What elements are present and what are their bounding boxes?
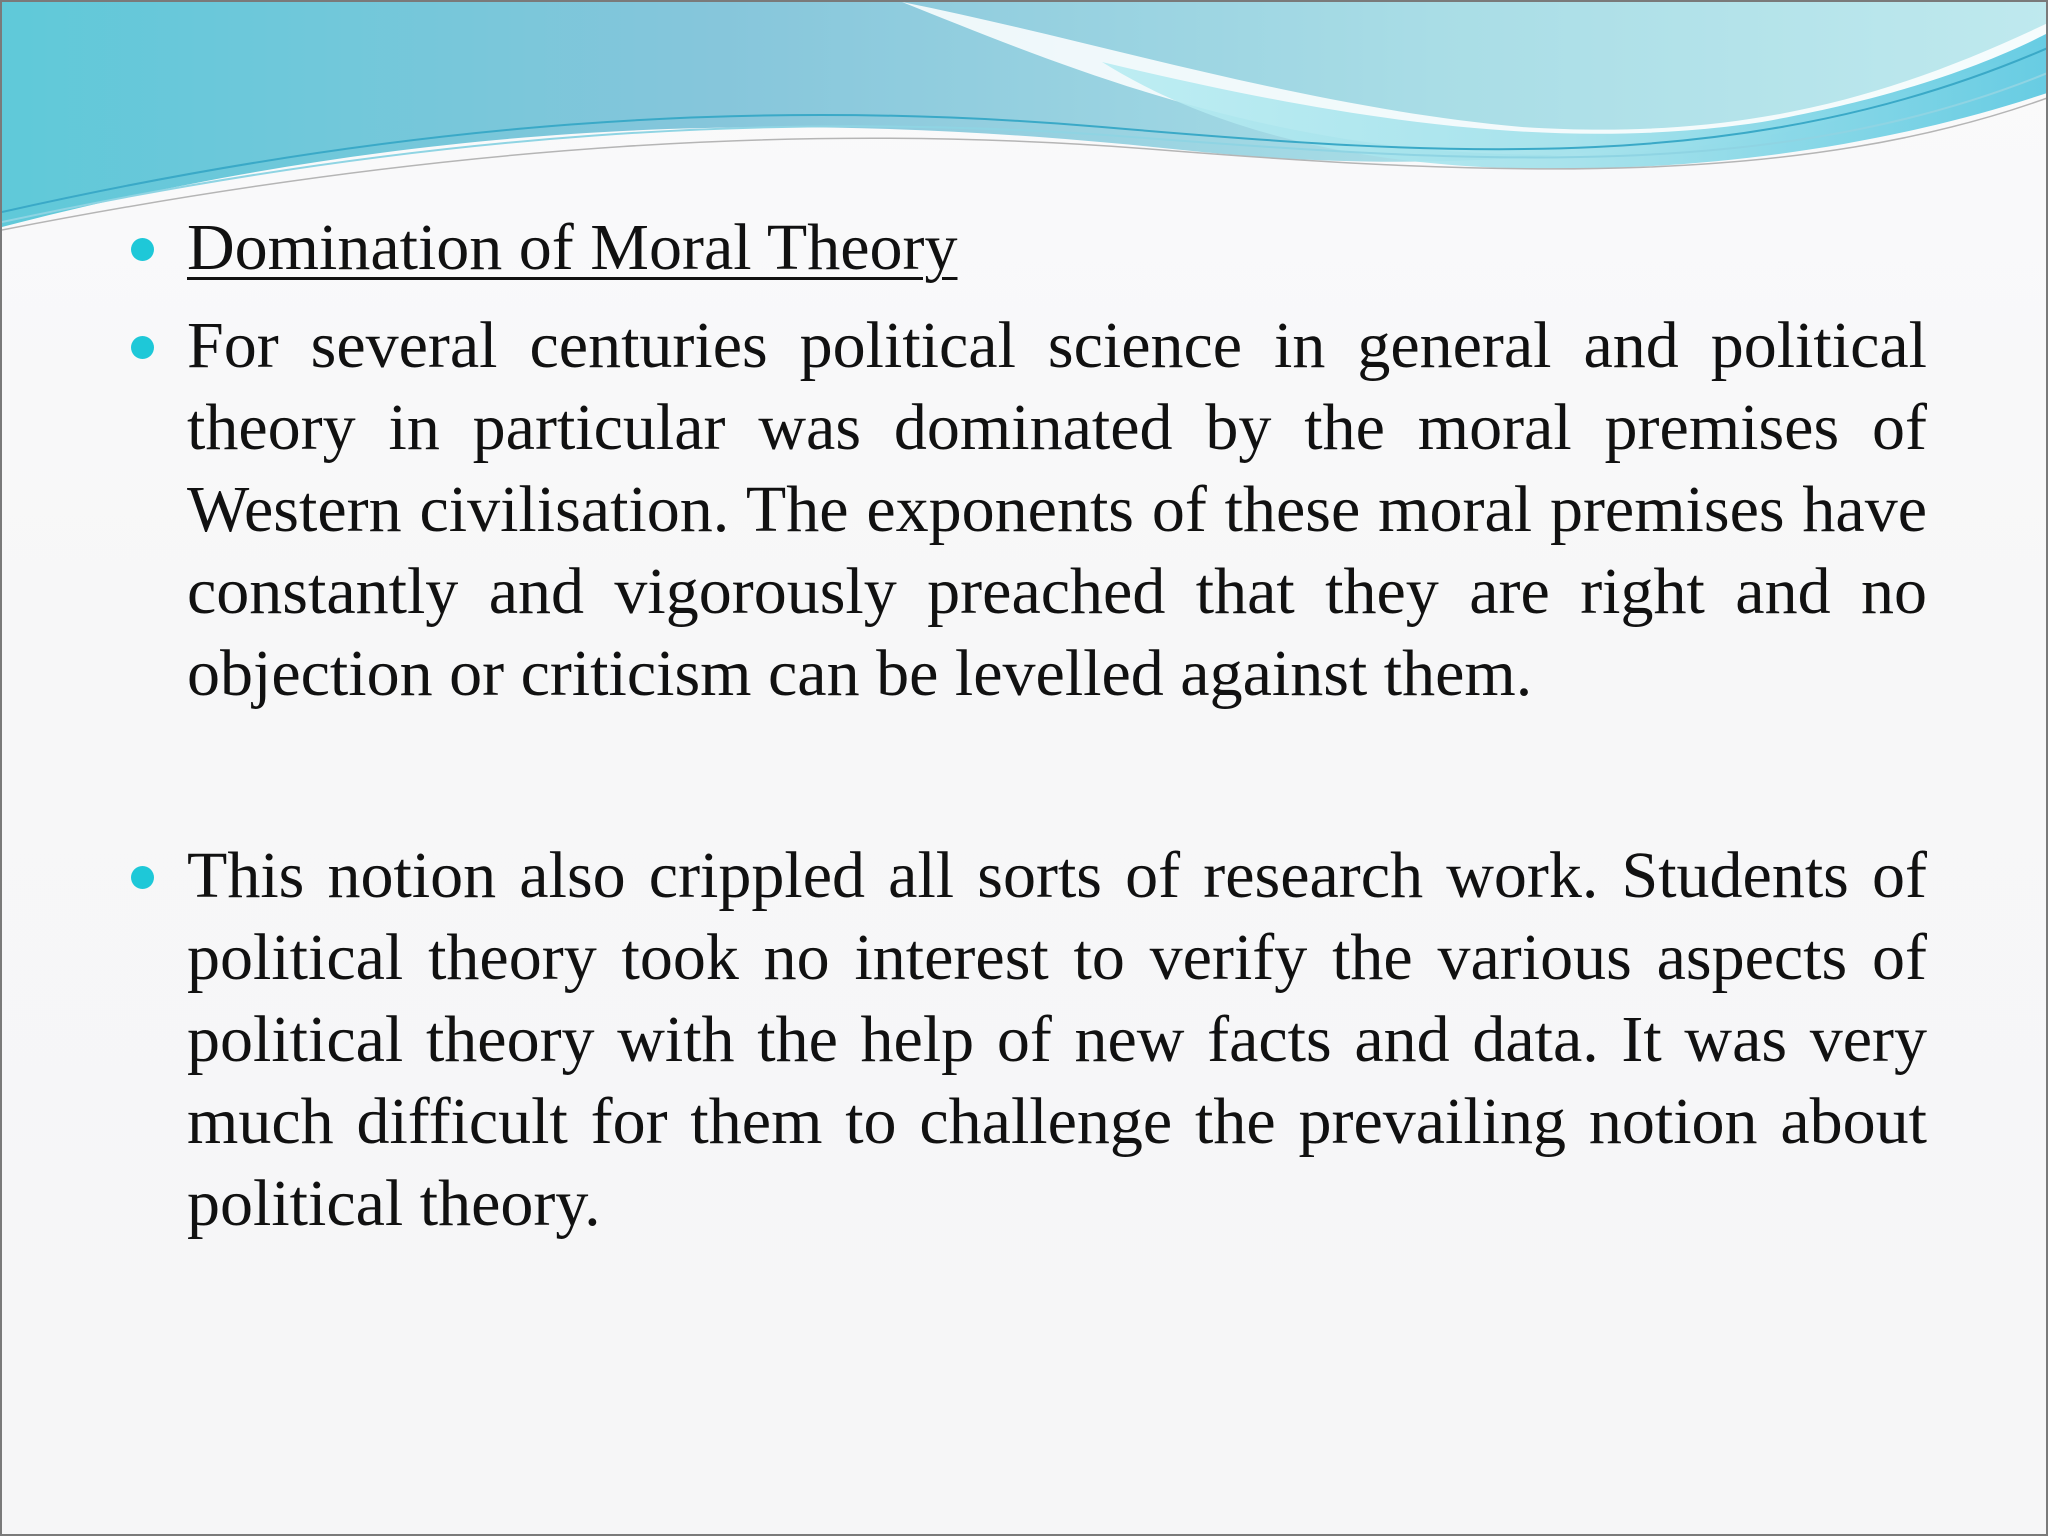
bullet-dot-icon — [131, 336, 154, 359]
paragraph-text: This notion also crippled all sorts of research work. Students of political theory took no interest to verify the various aspects of political theory with the help of new facts and data. It was very much difficult for them to challenge the prevailing notion about political theory. — [187, 839, 1927, 1240]
paragraph-text: For several centuries political science in general and political theory in particular was dominated by the moral premises of Western civilisation. The exponents of these moral premises have constantly and vigorously preached that they are right and no objection or criticism can be levelled against them. — [187, 309, 1927, 710]
slide-heading: Domination of Moral Theory — [187, 211, 958, 284]
bullet-dot-icon — [131, 238, 154, 261]
bullet-paragraph-1 — [127, 305, 1927, 715]
bullet-paragraph-2 — [127, 835, 1927, 1245]
wave-header-decoration — [2, 2, 2048, 242]
bullet-dot-icon — [131, 866, 154, 889]
slide-content — [127, 207, 1927, 1245]
bullet-heading — [127, 207, 1927, 289]
